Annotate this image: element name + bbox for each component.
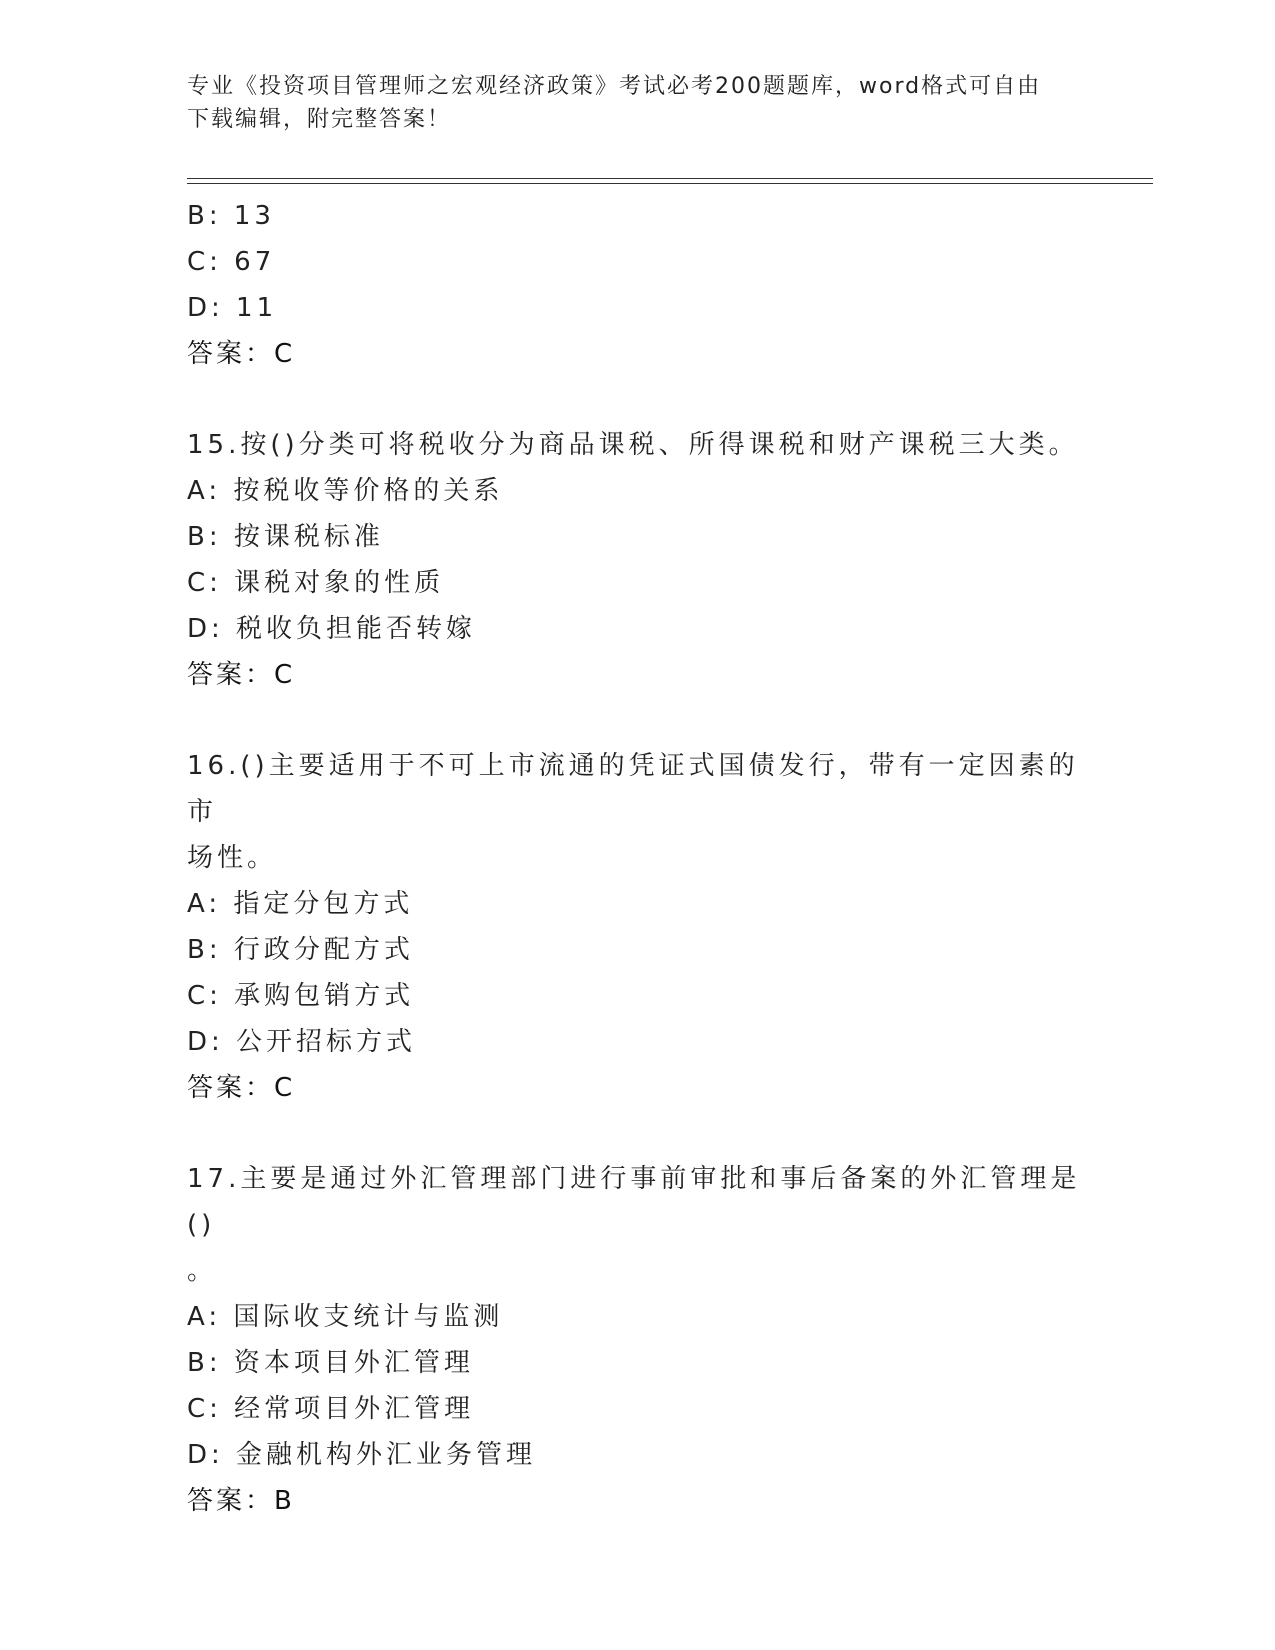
document-header [187,70,1077,136]
question-17 [187,1156,1087,1524]
option-b: B: 资本项目外汇管理 [187,1348,474,1378]
answer-line [187,1478,1087,1524]
option-d: D: 11 [187,293,278,323]
answer-line [187,1065,1087,1111]
question-14-continued [187,193,1087,377]
header-line-1: 专业《投资项目管理师之宏观经济政策》考试必考200题题库，word格式可自由 [187,74,1042,99]
document-body [187,193,1087,1524]
answer-line [187,652,1087,698]
question-text-line-2: 场性。 [187,843,278,873]
question-text-line-2: 。 [187,1256,218,1286]
question-text: 15.按()分类可将税收分为商品课税、所得课税和财产课税三大类。 [187,430,1079,460]
header-line-2: 下载编辑，附完整答案！ [187,107,452,132]
option-b: B: 13 [187,201,275,231]
question-text-line-1: 16.()主要适用于不可上市流通的凭证式国债发行，带有一定因素的市 [187,751,1079,827]
option-a: A: 按税收等价格的关系 [187,476,504,506]
option-c: C: 67 [187,247,276,277]
question-15 [187,422,1087,698]
option-a: A: 指定分包方式 [187,889,414,919]
option-d: D: 公开招标方式 [187,1027,417,1057]
answer-value: C [274,660,294,690]
option-c: C: 课税对象的性质 [187,568,445,598]
option-c: C: 承购包销方式 [187,981,415,1011]
answer-value: B [274,1486,293,1516]
question-text-line-1: 17.主要是通过外汇管理部门进行事前审批和事后备案的外汇管理是() [187,1164,1081,1240]
option-b: B: 行政分配方式 [187,935,414,965]
answer-label: 答案： [187,1486,275,1516]
option-b: B: 按课税标准 [187,522,384,552]
answer-label: 答案： [187,660,275,690]
option-d: D: 税收负担能否转嫁 [187,614,477,644]
header-divider-top [187,178,1153,179]
question-16 [187,743,1087,1111]
option-c: C: 经常项目外汇管理 [187,1394,475,1424]
header-divider-bottom [187,183,1153,184]
answer-label: 答案： [187,339,275,369]
answer-line [187,331,1087,377]
answer-label: 答案： [187,1073,275,1103]
answer-value: C [274,339,294,369]
option-a: A: 国际收支统计与监测 [187,1302,504,1332]
answer-value: C [274,1073,294,1103]
option-d: D: 金融机构外汇业务管理 [187,1440,537,1470]
